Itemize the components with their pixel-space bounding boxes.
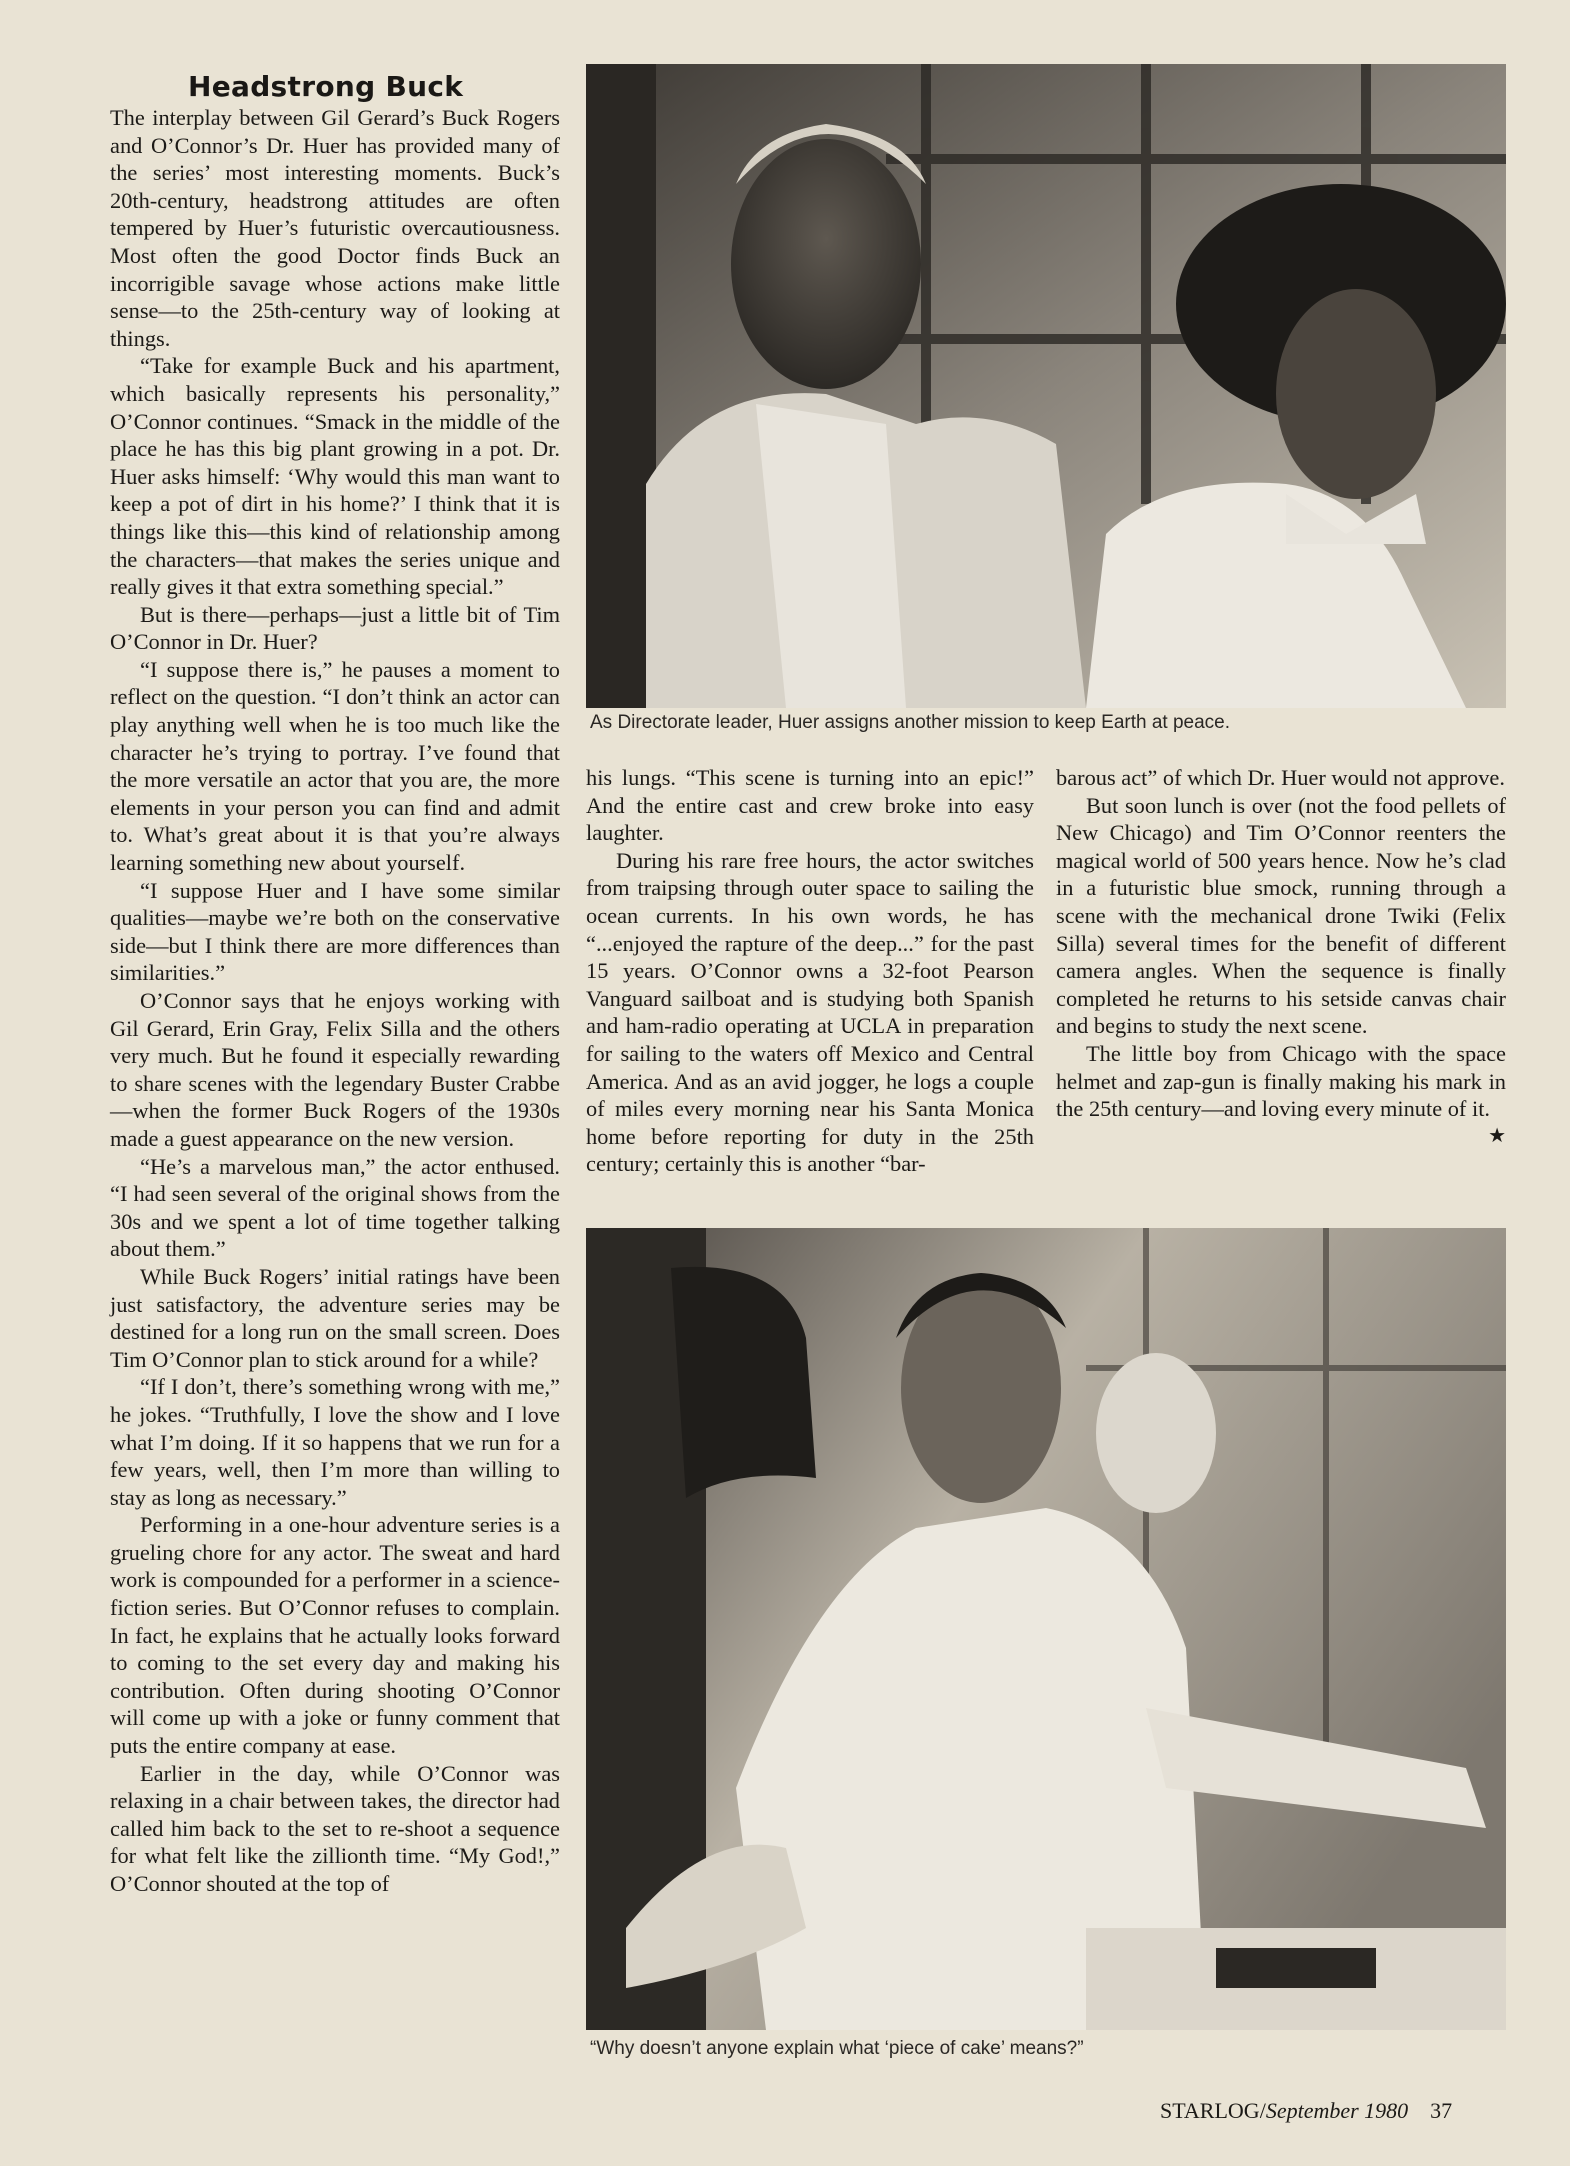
paragraph-text: The little boy from Chicago with the space helmet and zap-gun is finally making his mark in the 25th century—and loving every minute of it. xyxy=(1056,1040,1506,1122)
end-star-icon: ★ xyxy=(1488,1124,1506,1147)
paragraph: Performing in a one-hour adventure series is a grueling chore for any actor. The sweat and hard work is compounded for a performer in a science-fiction series. But O’Connor refuses to complain. In fact, he explains that he actually looks forward to coming to the set every day and making his contribution. Often during shooting O’Connor will come up with a joke or funny comment that puts the entire company at ease. xyxy=(110,1512,560,1759)
paragraph: “He’s a marvelous man,” the actor enthused. “I had seen several of the original shows from the 30s and we spent a lot of time together talking about them.” xyxy=(110,1153,560,1262)
photo-caption: “Why doesn’t anyone explain what ‘piece of cake’ means?” xyxy=(590,2038,1084,2059)
photo-huer-gesturing xyxy=(586,1228,1506,2030)
paragraph: “I suppose there is,” he pauses a moment to reflect on the question. “I don’t think an actor can play anything well when he is too much like the character he’s trying to portray. I’ve found that the more versatile an actor that you are, the more elements in your person you can find and admit to. What’s great about it is that you’re always learning something new about yourself. xyxy=(110,656,560,876)
paragraph: But is there—perhaps—just a little bit of Tim O’Connor in Dr. Huer? xyxy=(110,601,560,655)
paragraph: barous act” of which Dr. Huer would not approve. xyxy=(1056,765,1505,790)
photo-illustration xyxy=(586,64,1506,708)
paragraph: But soon lunch is over (not the food pellets of New Chicago) and Tim O’Connor reenters the magical world of 500 years hence. Now he’s clad in a futuristic blue smock, running through a scene with the mechanical drone Twiki (Felix Silla) several times for the benefit of different camera angles. When the sequence is finally completed he returns to his setside canvas chair and begins to study the next scene. xyxy=(1056,792,1506,1039)
paragraph: Earlier in the day, while O’Connor was relaxing in a chair between takes, the director had called him back to the set to re-shoot a sequence for what felt like the zillionth time. “My God!,” O’Connor shouted at the top of xyxy=(110,1760,560,1896)
paragraph: “If I don’t, there’s something wrong with me,” he jokes. “Truthfully, I love the show and I love what I’m doing. If it so happens that we run for a few years, well, then I’m more than willing to stay as long as necessary.” xyxy=(110,1374,560,1510)
section-heading: Headstrong Buck xyxy=(188,70,464,103)
paragraph: During his rare free hours, the actor switches from traipsing through outer space to sailing the ocean currents. In his own words, he has “...enjoyed the rapture of the deep...” for the past 15 years. O’Connor owns a 32-foot Pearson Vanguard sailboat and is studying both Spanish and ham-radio operating at UCLA in preparation for sailing to the waters off Mexico and Central America. And as an avid jogger, he logs a couple of miles every morning near his Santa Monica home before reporting for duty in the 25th century; certainly this is another “bar- xyxy=(586,847,1034,1177)
photo-caption: As Directorate leader, Huer assigns another mission to keep Earth at peace. xyxy=(590,712,1231,733)
text-column-2 xyxy=(586,764,1034,1178)
page-footer xyxy=(1160,2098,1452,2124)
paragraph: The interplay between Gil Gerard’s Buck Rogers and O’Connor’s Dr. Huer has provided many of the series’ most interesting moments. Buck’s 20th-century, headstrong attitudes are often tempered by Huer’s futuristic overcautiousness. Most often the good Doctor finds Buck an incorrigible savage whose actions make little sense—to the 25th-century way of looking at things. xyxy=(110,105,560,351)
paragraph xyxy=(1056,1040,1506,1147)
photo-illustration xyxy=(586,1228,1506,2030)
magazine-name: STARLOG/ xyxy=(1160,2098,1266,2123)
paragraph: O’Connor says that he enjoys working with Gil Gerard, Erin Gray, Felix Silla and the others very much. But he found it especially rewarding to share scenes with the legendary Buster Crabbe—when the former Buck Rogers of the 1930s made a guest appearance on the new version. xyxy=(110,988,560,1151)
text-column-1 xyxy=(110,104,560,1898)
paragraph: “I suppose Huer and I have some similar qualities—maybe we’re both on the conservative side—but I think there are more differences than similarities.” xyxy=(110,877,560,986)
paragraph: his lungs. “This scene is turning into an epic!” And the entire cast and crew broke into easy laughter. xyxy=(586,765,1034,846)
paragraph: While Buck Rogers’ initial ratings have been just satisfactory, the adventure series may be destined for a long run on the small screen. Does Tim O’Connor plan to stick around for a while? xyxy=(110,1263,560,1372)
paragraph: “Take for example Buck and his apartment, which basically represents his personality,” O’Connor continues. “Smack in the middle of the place he has this big plant growing in a pot. Dr. Huer asks himself: ‘Why would this man want to keep a pot of dirt in his home?’ I think that it is things like this—this kind of relationship among the characters—that makes the series unique and really gives it that extra something special.” xyxy=(110,353,560,600)
page-number: 37 xyxy=(1430,2098,1453,2123)
issue-date: September 1980 xyxy=(1265,2098,1409,2123)
text-column-3 xyxy=(1056,764,1506,1150)
photo-huer-and-colleague xyxy=(586,64,1506,708)
